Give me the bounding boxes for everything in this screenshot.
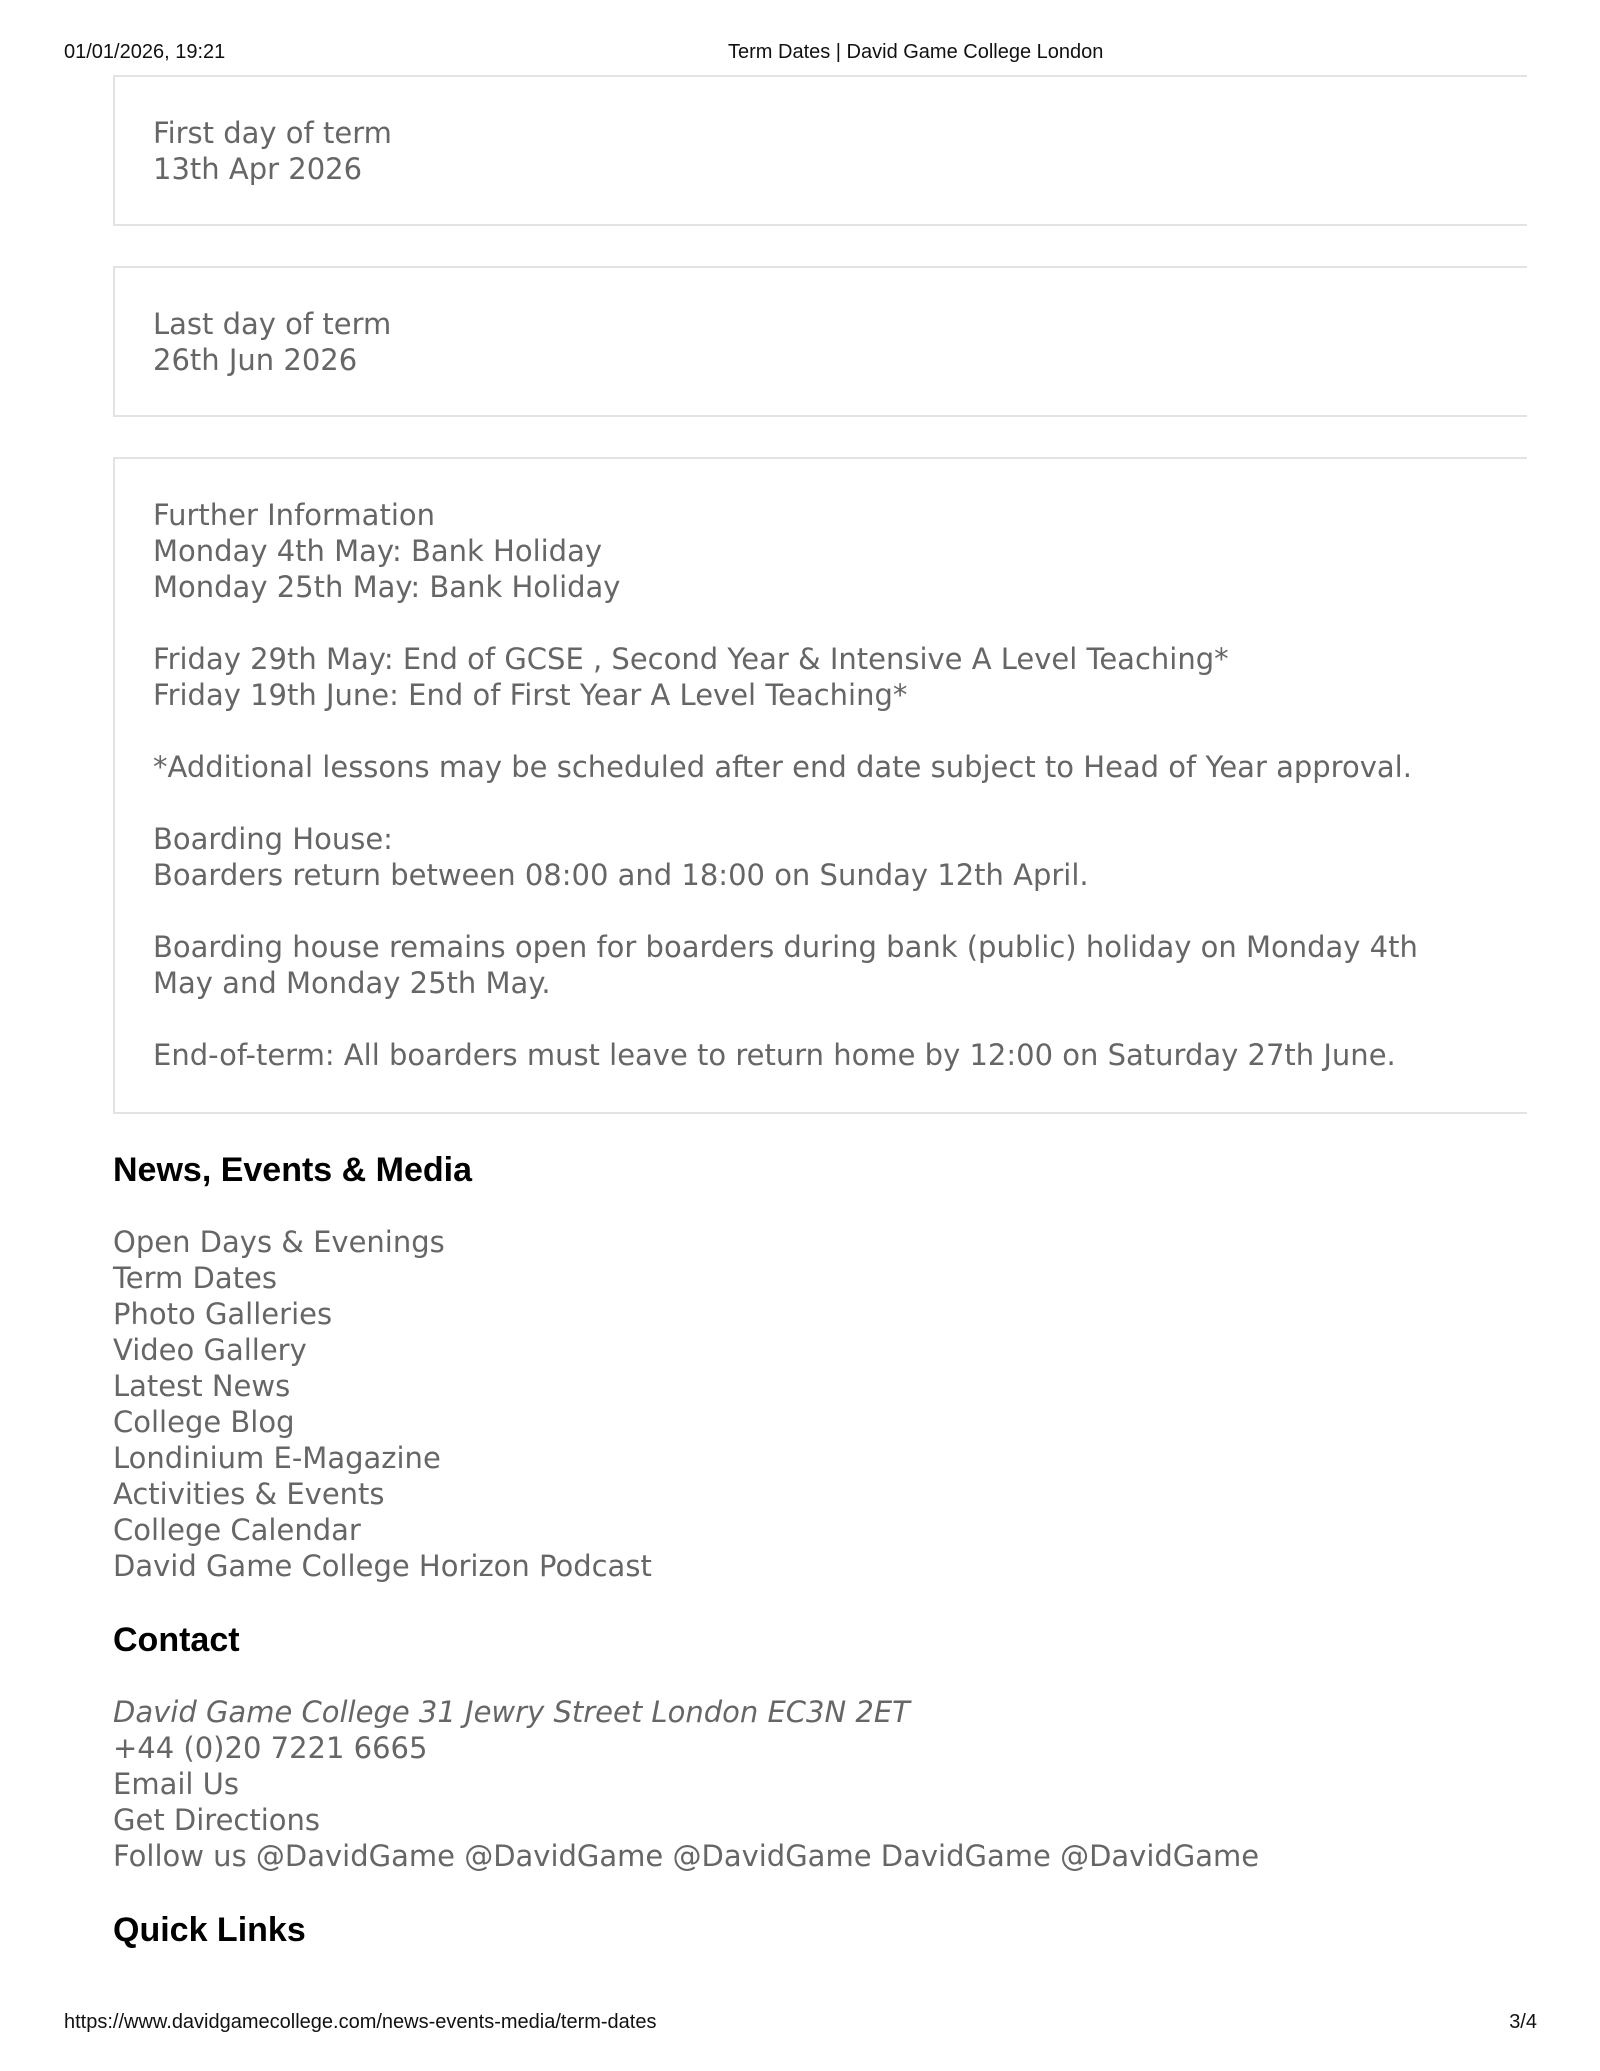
boarding-return: Boarders return between 08:00 and 18:00 on Sunday 12th April. <box>153 858 1089 892</box>
social-link-3[interactable]: @DavidGame <box>672 1839 872 1873</box>
get-directions-link[interactable]: Get Directions <box>113 1803 321 1837</box>
last-day-card <box>113 266 1527 417</box>
social-link-5[interactable]: @DavidGame <box>1060 1839 1260 1873</box>
contact-section-title: Contact <box>113 1621 240 1659</box>
further-info-card <box>113 457 1527 1114</box>
link-video-gallery[interactable]: Video Gallery <box>113 1333 307 1367</box>
main-content <box>113 75 1527 1950</box>
boarding-end: End-of-term: All boarders must leave to return home by 12:00 on Saturday 27th June. <box>153 1038 1396 1072</box>
holiday-item: Monday 4th May: Bank Holiday <box>153 534 603 568</box>
link-open-days[interactable]: Open Days & Evenings <box>113 1225 445 1259</box>
contact-phone[interactable]: +44 (0)20 7221 6665 <box>113 1731 428 1765</box>
first-day-date: 13th Apr 2026 <box>153 152 363 186</box>
first-day-card <box>113 75 1527 226</box>
print-datetime: 01/01/2026, 19:21 <box>64 41 226 63</box>
news-section-title: News, Events & Media <box>113 1151 473 1189</box>
holiday-item: Monday 25th May: Bank Holiday <box>153 570 621 604</box>
link-activities-events[interactable]: Activities & Events <box>113 1477 385 1511</box>
boarding-open: Boarding house remains open for boarders during bank (public) holiday on Monday 4th May and Monday 25th May. <box>153 930 1418 1000</box>
teaching-end-item: Friday 19th June: End of First Year A Level Teaching* <box>153 678 908 712</box>
social-link-1[interactable]: @DavidGame <box>255 1839 455 1873</box>
link-term-dates[interactable]: Term Dates <box>113 1261 277 1295</box>
print-page-number: 3/4 <box>1509 2011 1537 2033</box>
link-college-calendar[interactable]: College Calendar <box>113 1513 361 1547</box>
link-latest-news[interactable]: Latest News <box>113 1369 291 1403</box>
print-url: https://www.davidgamecollege.com/news-events-media/term-dates <box>64 2011 657 2033</box>
last-day-label: Last day of term <box>153 307 392 341</box>
link-horizon-podcast[interactable]: David Game College Horizon Podcast <box>113 1549 652 1583</box>
teaching-end-item: Friday 29th May: End of GCSE , Second Year & Intensive A Level Teaching* <box>153 642 1229 676</box>
news-links <box>113 1224 1527 1584</box>
quick-links-title: Quick Links <box>113 1911 306 1949</box>
follow-label: Follow us <box>113 1839 247 1873</box>
link-londinium-magazine[interactable]: Londinium E-Magazine <box>113 1441 441 1475</box>
social-follow-row <box>113 1838 1527 1874</box>
further-info-title: Further Information <box>153 498 435 532</box>
email-us-link[interactable]: Email Us <box>113 1767 240 1801</box>
boarding-title: Boarding House: <box>153 822 393 856</box>
social-link-4[interactable]: DavidGame <box>880 1839 1051 1873</box>
last-day-date: 26th Jun 2026 <box>153 343 358 377</box>
contact-details <box>113 1694 1527 1874</box>
print-page-title: Term Dates | David Game College London <box>728 41 1104 63</box>
link-college-blog[interactable]: College Blog <box>113 1405 295 1439</box>
contact-address: David Game College 31 Jewry Street London EC3N 2ET <box>113 1695 910 1729</box>
additional-lessons-note: *Additional lessons may be scheduled after end date subject to Head of Year approval. <box>153 750 1412 784</box>
social-link-2[interactable]: @DavidGame <box>464 1839 664 1873</box>
link-photo-galleries[interactable]: Photo Galleries <box>113 1297 333 1331</box>
first-day-label: First day of term <box>153 116 392 150</box>
